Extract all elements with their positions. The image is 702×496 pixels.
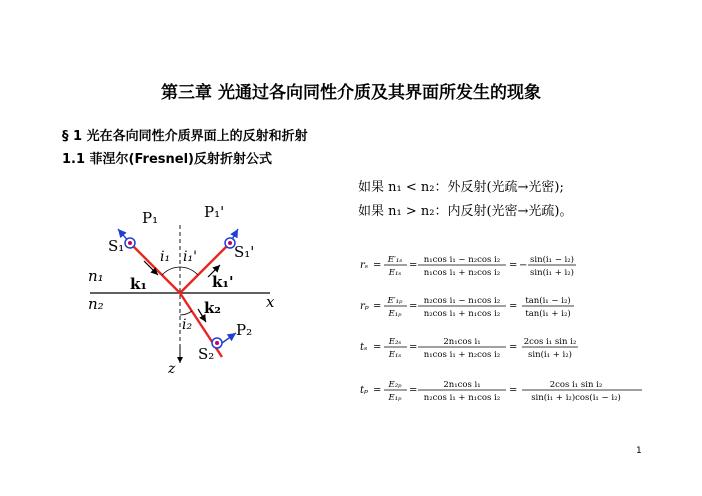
rp-num: n₂cos i₁ − n₁cos i₂ bbox=[423, 296, 501, 306]
label-z: z bbox=[168, 361, 176, 375]
ts-ratio-den: E₁ₛ bbox=[388, 350, 402, 360]
equation-rs bbox=[360, 254, 576, 278]
equation-tp bbox=[360, 380, 642, 403]
rp-ratio-num: E′₁ₚ bbox=[387, 296, 403, 306]
rs-ratio-num: E′₁ₛ bbox=[387, 255, 403, 265]
label-S2: S₂ bbox=[198, 345, 215, 363]
label-S1: S₁ bbox=[108, 237, 125, 255]
subsection-heading: 1.1 菲涅尔(Fresnel)反射折射公式 bbox=[62, 152, 272, 167]
ts-num: 2n₁cos i₁ bbox=[443, 337, 481, 347]
rp-rhs-num: tan(i₁ − i₂) bbox=[525, 296, 571, 306]
label-i1: i₁ bbox=[160, 249, 171, 265]
rs-num: n₁cos i₁ − n₂cos i₂ bbox=[423, 255, 501, 265]
p2-vector bbox=[222, 333, 236, 343]
s1-marker bbox=[125, 238, 135, 248]
rs-lhs: rₛ bbox=[360, 260, 369, 271]
rs-ratio-den: E₁ₛ bbox=[388, 268, 402, 278]
label-n2: n₂ bbox=[88, 295, 104, 313]
svg-text:=: = bbox=[409, 260, 418, 271]
ts-lhs: tₛ bbox=[360, 342, 368, 353]
label-k1: k₁ bbox=[130, 275, 147, 293]
section-heading: § 1 光在各向同性介质界面上的反射和折射 bbox=[62, 129, 308, 144]
rs-sign: − bbox=[519, 260, 528, 271]
rs-rhs-num: sin(i₁ − i₂) bbox=[530, 255, 574, 265]
label-S1p: S₁' bbox=[234, 243, 255, 261]
tp-den: n₂cos i₁ + n₁cos i₂ bbox=[423, 393, 501, 403]
svg-text:=: = bbox=[373, 385, 382, 396]
equation-rp bbox=[360, 295, 574, 319]
tp-lhs: tₚ bbox=[360, 385, 369, 396]
ts-den: n₁cos i₁ + n₂cos i₂ bbox=[423, 350, 501, 360]
label-k2: k₂ bbox=[204, 299, 221, 317]
label-P1: P₁ bbox=[142, 209, 159, 227]
fresnel-equations bbox=[358, 248, 658, 418]
tp-rhs-den: sin(i₁ + i₂)cos(i₁ − i₂) bbox=[531, 393, 621, 403]
svg-text:=: = bbox=[373, 301, 382, 312]
svg-text:=: = bbox=[509, 301, 518, 312]
tp-num: 2n₁cos i₁ bbox=[443, 380, 481, 390]
svg-text:=: = bbox=[373, 260, 382, 271]
svg-text:=: = bbox=[509, 260, 518, 271]
rs-rhs-den: sin(i₁ + i₂) bbox=[530, 268, 574, 278]
ts-ratio-num: E₂ₛ bbox=[388, 337, 402, 347]
ts-rhs-den: sin(i₁ + i₂) bbox=[528, 350, 572, 360]
label-x: x bbox=[266, 293, 275, 311]
rp-lhs: rₚ bbox=[360, 301, 369, 312]
ts-rhs-num: 2cos i₁ sin i₂ bbox=[523, 337, 577, 347]
label-i1p: i₁' bbox=[183, 249, 197, 265]
tp-ratio-den: E₁ₚ bbox=[388, 393, 402, 403]
label-P2: P₂ bbox=[236, 321, 253, 339]
angle-i1-arc bbox=[162, 267, 180, 275]
tp-ratio-num: E₂ₚ bbox=[388, 380, 402, 390]
svg-text:=: = bbox=[409, 385, 418, 396]
angle-i1p-arc bbox=[180, 267, 198, 275]
angle-i2-arc bbox=[180, 311, 192, 315]
page-number: 1 bbox=[636, 446, 642, 456]
svg-text:=: = bbox=[409, 301, 418, 312]
condition-external: 如果 n₁ < n₂：外反射(光疏→光密); bbox=[358, 180, 564, 195]
rp-rhs-den: tan(i₁ + i₂) bbox=[525, 309, 571, 319]
label-k1p: k₁' bbox=[212, 273, 234, 291]
svg-text:=: = bbox=[509, 342, 518, 353]
svg-text:=: = bbox=[409, 342, 418, 353]
rp-ratio-den: E₁ₚ bbox=[388, 309, 402, 319]
label-i2: i₂ bbox=[182, 317, 193, 333]
equation-ts bbox=[360, 337, 578, 360]
svg-text:=: = bbox=[509, 385, 518, 396]
condition-internal: 如果 n₁ > n₂：内反射(光密→光疏)。 bbox=[358, 204, 573, 219]
svg-text:=: = bbox=[373, 342, 382, 353]
reflection-refraction-diagram bbox=[80, 195, 280, 375]
rp-den: n₂cos i₁ + n₁cos i₂ bbox=[423, 309, 501, 319]
label-P1p: P₁' bbox=[204, 203, 225, 221]
tp-rhs-num: 2cos i₁ sin i₂ bbox=[549, 380, 603, 390]
rs-den: n₁cos i₁ + n₂cos i₂ bbox=[423, 268, 501, 278]
label-n1: n₁ bbox=[88, 267, 104, 285]
chapter-title: 第三章 光通过各向同性介质及其界面所发生的现象 bbox=[161, 83, 541, 103]
